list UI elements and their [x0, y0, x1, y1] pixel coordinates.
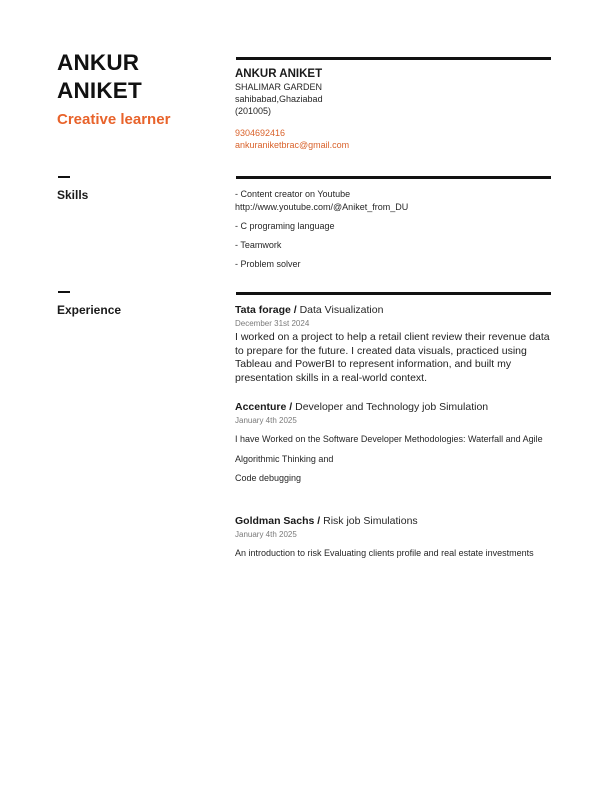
job-title — [235, 303, 553, 317]
name-first: ANKUR — [57, 50, 140, 75]
skill-item — [235, 188, 553, 214]
skill-item: - Problem solver — [235, 259, 301, 269]
job-description: I have Worked on the Software Developer Methodologies: Waterfall and Agile — [235, 434, 543, 444]
tagline: Creative learner — [57, 111, 171, 128]
address-line-2: sahibabad,Ghaziabad — [235, 94, 323, 104]
address-line-3: (201005) — [235, 106, 272, 116]
job-description: Algorithmic Thinking and — [235, 453, 334, 464]
job-date: December 31st 2024 — [235, 319, 310, 328]
skills-rule — [236, 176, 551, 179]
youtube-link[interactable]: http://www.youtube.com/@Aniket_from_DU — [235, 202, 409, 212]
job-title — [235, 514, 553, 528]
job-title — [235, 400, 553, 414]
experience-dash — [58, 291, 70, 293]
job-role: Developer and Technology job Simulation — [292, 401, 489, 413]
job-entry — [235, 514, 553, 560]
job-description: I worked on a project to help a retail client review their revenue data to prepare for the future. I created data visuals, practiced using Tableau and PowerBI to represent information, and built my presentation skills in a real-world context. — [235, 331, 550, 384]
skill-item: - C programing language — [235, 221, 335, 231]
name-block — [57, 49, 227, 129]
experience-heading: Experience — [57, 303, 122, 317]
email-link[interactable]: ankuraniketbrac@gmail.com — [235, 140, 350, 150]
company-name: Accenture / — [235, 401, 293, 413]
job-description: Code debugging — [235, 473, 302, 483]
job-date: January 4th 2025 — [235, 530, 297, 539]
skills-dash — [58, 176, 70, 178]
job-role: Risk job Simulations — [320, 515, 418, 527]
contact-name: ANKUR ANIKET — [235, 68, 323, 80]
contact-block — [235, 67, 553, 151]
job-entry — [235, 400, 553, 485]
skill-item: - Teamwork — [235, 240, 282, 250]
experience-rule — [236, 292, 551, 295]
skills-heading: Skills — [57, 188, 89, 202]
company-name: Goldman Sachs / — [235, 515, 321, 527]
skill-text: - Content creator on Youtube — [235, 189, 351, 199]
contact-rule — [236, 57, 551, 60]
phone-number[interactable]: 9304692416 — [235, 128, 286, 138]
job-date: January 4th 2025 — [235, 416, 297, 425]
job-entry — [235, 303, 553, 385]
skills-list — [235, 188, 553, 277]
address-line-1: SHALIMAR GARDEN — [235, 82, 323, 92]
name-last: ANIKET — [57, 78, 142, 103]
job-description: An introduction to risk Evaluating clients profile and real estate investments — [235, 548, 534, 558]
company-name: Tata forage / — [235, 304, 297, 316]
job-role: Data Visualization — [296, 304, 384, 316]
